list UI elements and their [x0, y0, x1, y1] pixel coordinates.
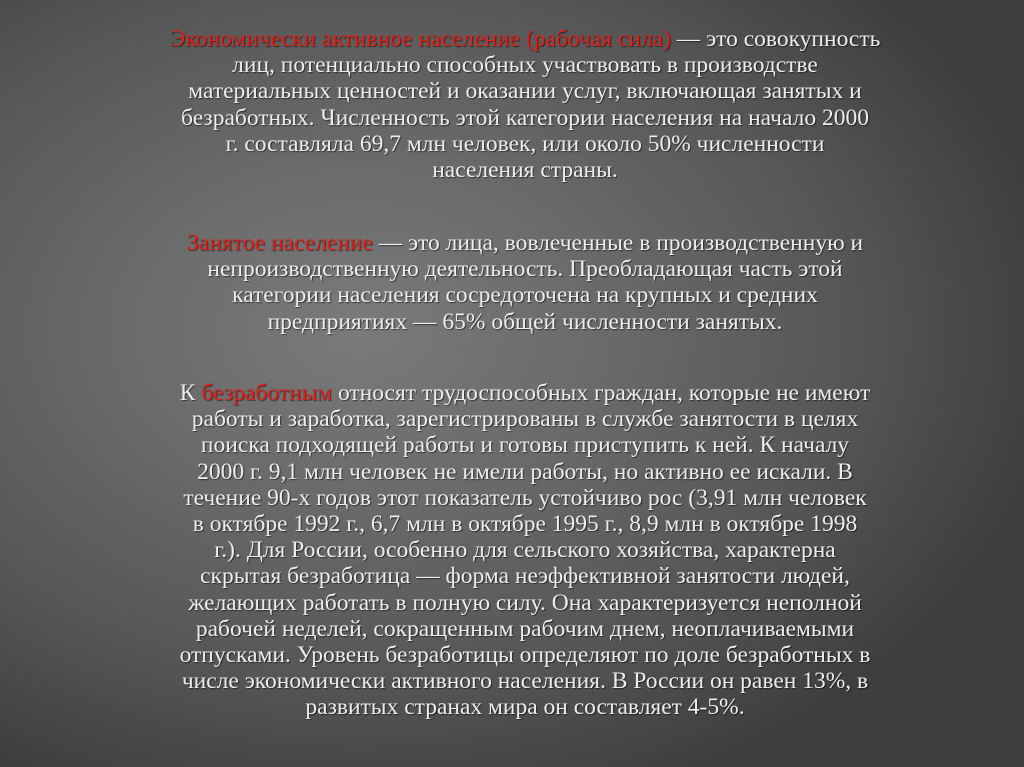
paragraph-line: безработных. Численность этой категории населения на начало 2000 — [181, 104, 869, 131]
paragraph-line: поиска подходящей работы и готовы приступить к ней. К началу — [200, 432, 850, 459]
paragraph-employed — [60, 230, 990, 335]
paragraph-line: желающих работать в полную силу. Она характеризуется неполной — [188, 589, 862, 616]
term-employed: Занятое население — [186, 230, 373, 256]
paragraph-line: материальных ценностей и оказании услуг, включающая занятых и — [188, 78, 862, 105]
term-economically-active: Экономически активное население (рабочая сила) — [169, 26, 671, 52]
paragraph-line: Занятое население — это лица, вовлеченные в производственную и — [186, 230, 864, 256]
paragraph-line: скрытая безработица — форма неэффективной занятости людей, — [200, 563, 850, 590]
paragraph-line: категории населения сосредоточена на крупных и средних — [232, 282, 818, 309]
paragraph-line: Экономически активное население (рабочая сила) — это совокупность — [169, 26, 881, 52]
paragraph-line: в октябре 1992 г., 6,7 млн в октябре 1995 г., 8,9 млн в октябре 1998 — [192, 511, 858, 538]
paragraph-line: работы и заработка, зарегистрированы в службе занятости в целях — [191, 406, 859, 433]
paragraph-line: г. составляла 69,7 млн человек, или около 50% численности — [225, 130, 825, 157]
paragraph-line: непроизводственную деятельность. Преобладающая часть этой — [207, 256, 843, 283]
paragraph-line: течение 90-х годов этот показатель устойчиво рос (3,91 млн человек — [183, 484, 867, 511]
paragraph-line: рабочей неделей, сокращенным рабочим днем, неоплачиваемыми — [195, 615, 855, 642]
paragraph-line: г.). Для России, особенно для сельского хозяйства, характерна — [214, 537, 836, 564]
paragraph-line: отпусками. Уровень безработицы определяют по доле безработных в — [179, 642, 871, 669]
paragraph-line: 2000 г. 9,1 млн человек не имели работы, но активно ее искали. В — [197, 458, 853, 485]
paragraph-line: развитых странах мира он составляет 4-5%. — [305, 694, 745, 721]
paragraph-line: населения страны. — [432, 157, 618, 184]
paragraph-economically-active — [60, 26, 990, 183]
term-unemployed: безработным — [201, 380, 333, 406]
paragraph-line: К безработным относят трудоспособных граждан, которые не имеют — [179, 380, 871, 406]
paragraph-unemployed — [60, 380, 990, 721]
paragraph-line: числе экономически активного населения. В России он равен 13%, в — [181, 668, 869, 695]
paragraph-line: предприятиях — 65% общей численности занятых. — [267, 308, 783, 335]
paragraph-line: лиц, потенциально способных участвовать в производстве — [232, 52, 818, 79]
